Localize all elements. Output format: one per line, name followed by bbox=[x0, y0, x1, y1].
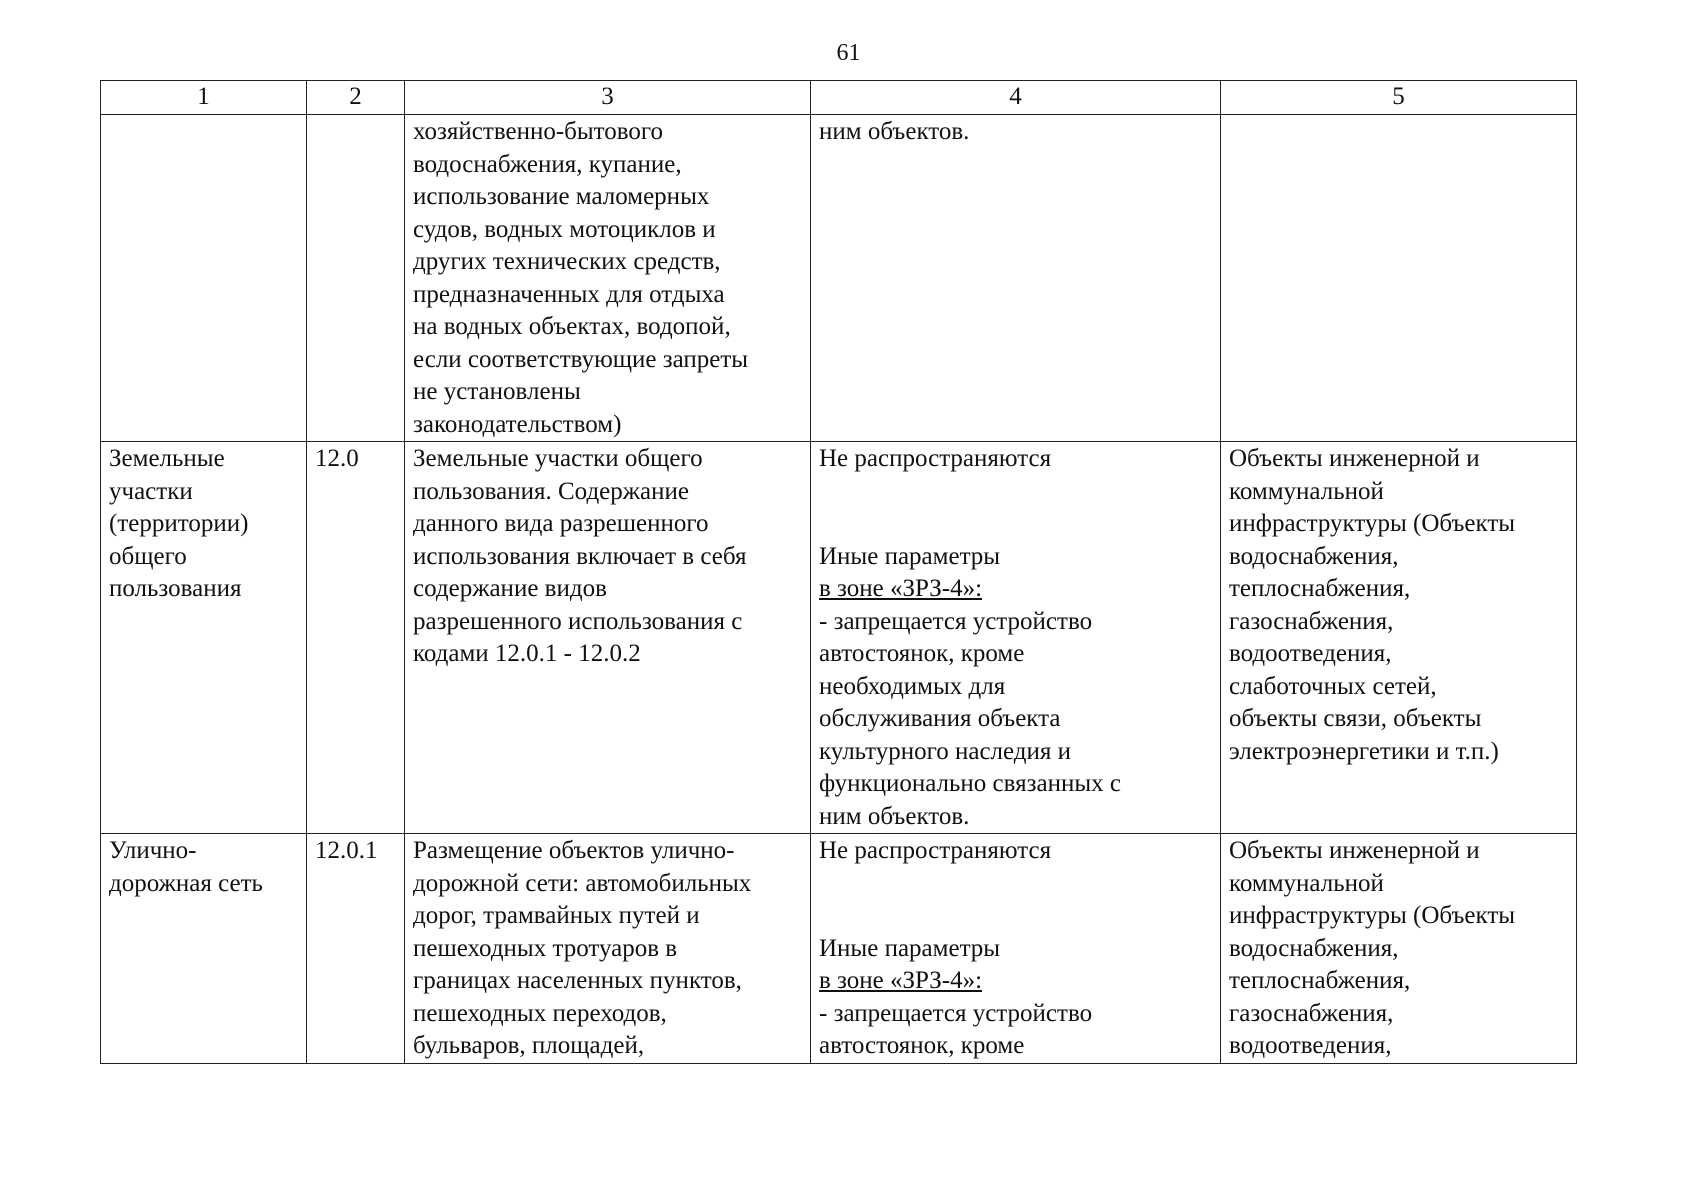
text-line: Объекты инженерной и bbox=[1229, 837, 1480, 864]
text-line: инфраструктуры (Объекты bbox=[1229, 510, 1516, 537]
text-line: Объекты инженерной и bbox=[1229, 445, 1480, 472]
text-line: ним объектов. bbox=[819, 118, 970, 145]
text-line: водоотведения, bbox=[1229, 1032, 1392, 1059]
text-line: инфраструктуры (Объекты bbox=[1229, 902, 1516, 929]
params-zone: в зоне «ЗРЗ-4»: bbox=[819, 967, 983, 994]
header-col-1: 1 bbox=[101, 81, 307, 115]
text-line: не установлены bbox=[413, 378, 581, 405]
text-line: содержание видов bbox=[413, 575, 607, 602]
table-row bbox=[101, 442, 1577, 834]
text-line: данного вида разрешенного bbox=[413, 510, 709, 537]
text-line: границах населенных пунктов, bbox=[413, 967, 742, 994]
text-line: дорог, трамвайных путей и bbox=[413, 902, 700, 929]
header-col-5: 5 bbox=[1221, 81, 1577, 115]
cell-infrastructure bbox=[1221, 115, 1577, 442]
text-line: пользования. Содержание bbox=[413, 477, 689, 505]
cell-infrastructure bbox=[1221, 442, 1577, 834]
cell-parameters bbox=[811, 442, 1221, 834]
text-line: бульваров, площадей, bbox=[413, 1032, 645, 1059]
text-line: Земельные участки общего bbox=[413, 445, 703, 472]
text-line: Улично- bbox=[109, 837, 197, 864]
cell-name bbox=[101, 115, 307, 442]
cell-code: 12.0 bbox=[307, 442, 405, 834]
params-lead: Не распространяются bbox=[819, 445, 1052, 472]
spacer bbox=[819, 868, 1212, 933]
text-line: общего bbox=[109, 542, 187, 570]
text-line: водоснабжения, купание, bbox=[413, 150, 682, 178]
text-line: судов, водных мотоциклов и bbox=[413, 215, 716, 243]
cell-name bbox=[101, 442, 307, 834]
cell-description bbox=[405, 115, 811, 442]
table-row-continuation bbox=[101, 115, 1577, 442]
text-line: пешеходных переходов, bbox=[413, 999, 667, 1027]
cell-parameters bbox=[811, 834, 1221, 1064]
text-line: коммунальной bbox=[1229, 869, 1384, 897]
text-line: предназначенных для отдыха bbox=[413, 280, 725, 308]
page-number: 61 bbox=[836, 40, 861, 66]
params-other: Иные параметры bbox=[819, 934, 1001, 962]
cell-description bbox=[405, 834, 811, 1064]
spacer bbox=[819, 476, 1212, 541]
text-line: (территории) bbox=[109, 510, 249, 537]
text-line: газоснабжения, bbox=[1229, 607, 1394, 635]
text-line: функционально связанных с bbox=[819, 770, 1122, 797]
header-col-3: 3 bbox=[405, 81, 811, 115]
cell-description bbox=[405, 442, 811, 834]
cell-parameters bbox=[811, 115, 1221, 442]
text-line: электроэнергетики и т.п.) bbox=[1229, 737, 1499, 765]
text-line: - запрещается устройство bbox=[819, 607, 1093, 635]
text-line: использования включает в себя bbox=[413, 542, 747, 570]
text-line: объекты связи, объекты bbox=[1229, 705, 1482, 732]
text-line: пешеходных тротуаров в bbox=[413, 934, 678, 962]
text-line: разрешенного использования с bbox=[413, 607, 743, 635]
text-line: если соответствующие запреты bbox=[413, 345, 749, 373]
text-line: участки bbox=[109, 477, 193, 505]
text-line: пользования bbox=[109, 575, 242, 602]
text-line: автостоянок, кроме bbox=[819, 1032, 1025, 1059]
text-line: водоснабжения, bbox=[1229, 934, 1399, 962]
header-col-2: 2 bbox=[307, 81, 405, 115]
text-line: слаботочных сетей, bbox=[1229, 672, 1437, 700]
text-line: теплоснабжения, bbox=[1229, 575, 1411, 602]
params-zone: в зоне «ЗРЗ-4»: bbox=[819, 575, 983, 602]
table-row bbox=[101, 834, 1577, 1064]
text-line: на водных объектах, водопой, bbox=[413, 313, 731, 340]
text-line: водоснабжения, bbox=[1229, 542, 1399, 570]
text-line: использование маломерных bbox=[413, 183, 710, 210]
params-other: Иные параметры bbox=[819, 542, 1001, 570]
cell-name bbox=[101, 834, 307, 1064]
text-line: обслуживания объекта bbox=[819, 705, 1061, 732]
cell-infrastructure bbox=[1221, 834, 1577, 1064]
text-line: Земельные bbox=[109, 445, 225, 472]
text-line: законодательством) bbox=[413, 410, 622, 438]
text-line: теплоснабжения, bbox=[1229, 967, 1411, 994]
cell-code bbox=[307, 115, 405, 442]
header-row bbox=[101, 81, 1577, 115]
zoning-table bbox=[100, 80, 1577, 1064]
cell-code: 12.0.1 bbox=[307, 834, 405, 1064]
text-line: Размещение объектов улично- bbox=[413, 837, 735, 864]
text-line: водоотведения, bbox=[1229, 640, 1392, 667]
text-line: дорожной сети: автомобильных bbox=[413, 869, 752, 897]
text-line: коммунальной bbox=[1229, 477, 1384, 505]
text-line: других технических средств, bbox=[413, 248, 721, 275]
text-line: кодами 12.0.1 - 12.0.2 bbox=[413, 640, 641, 667]
text-line: - запрещается устройство bbox=[819, 999, 1093, 1027]
params-lead: Не распространяются bbox=[819, 837, 1052, 864]
text-line: необходимых для bbox=[819, 672, 1006, 700]
text-line: дорожная сеть bbox=[109, 869, 263, 897]
text-line: хозяйственно-бытового bbox=[413, 118, 664, 145]
text-line: газоснабжения, bbox=[1229, 999, 1394, 1027]
text-line: автостоянок, кроме bbox=[819, 640, 1025, 667]
header-col-4: 4 bbox=[811, 81, 1221, 115]
text-line: культурного наследия и bbox=[819, 737, 1072, 765]
text-line: ним объектов. bbox=[819, 802, 970, 830]
